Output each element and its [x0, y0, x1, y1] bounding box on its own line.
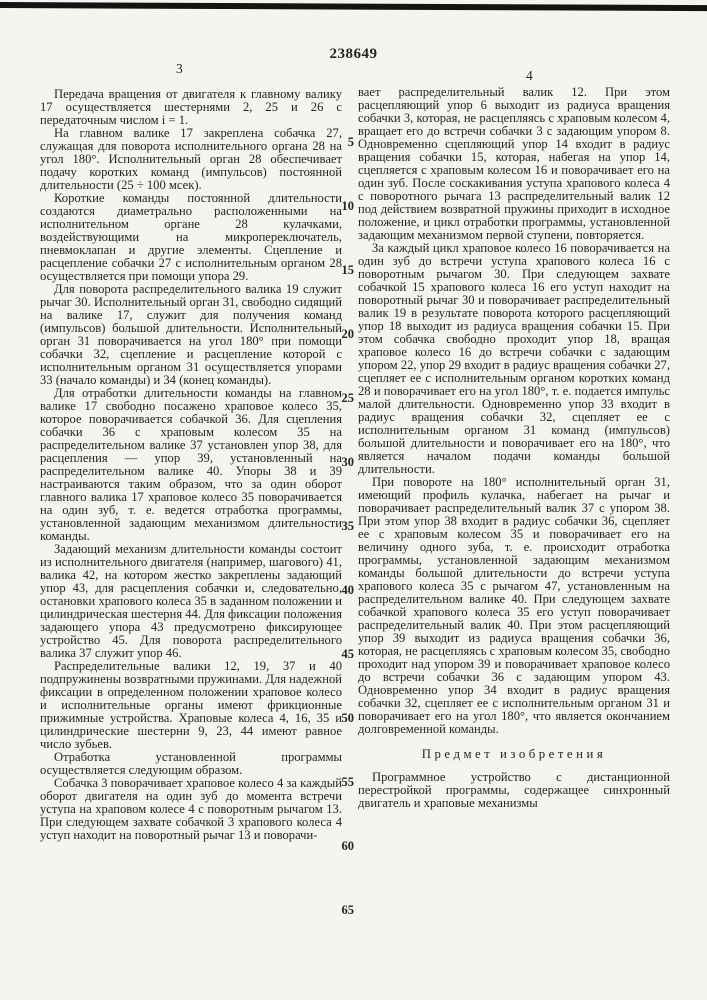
line-number: 50: [341, 711, 354, 725]
paragraph: Передача вращения от двигателя к главному валику 17 осуществляется шестернями 2, 25 и 26 с передаточным числом i = 1.: [40, 87, 342, 127]
paragraph: Распределительные валики 12, 19, 37 и 40 подпружинены возвратными пружинами. Для надежной фиксации в определенном положении храповое колесо и исполнительные органы имеют фрикционные прижимные устройства. Храповые колеса 4, 16, 35 и цилиндрические шестерни 9, 23, 44 имеют равное число зубьев.: [40, 659, 342, 751]
claim-paragraph: Программное устройство с дистанционной перестройкой программы, содержащее синхронный двигатель и храповые механизмы: [358, 770, 670, 810]
paragraph: Для отработки длительности команды на главном валике 17 свободно посажено храповое колесо 35, которое поворачивается собачкой 36. Для сцепления собачки 36 с храповым колесом 35 на распределительном валике 37 установлен упор 38, для расцепления — упор 39, установленный на распределительном валике 40. Упоры 38 и 39 настраиваются таким образом, что за один оборот главного валика 17 храповое колесо 35 поворачивается на один зуб, т. е. ведется отработка программы, установленной задающим механизмом длительности команды.: [40, 386, 342, 543]
line-number: 10: [341, 199, 354, 213]
line-number: 45: [341, 647, 354, 661]
line-number: 55: [341, 775, 354, 789]
page-number-right: 4: [526, 68, 533, 83]
patent-number: 238649: [329, 46, 378, 62]
paragraph: Отработка установленной программы осуществляется следующим образом.: [40, 750, 342, 777]
line-number: 30: [341, 455, 354, 469]
line-number: 65: [341, 903, 354, 917]
section-heading: Предмет изобретения: [421, 747, 607, 761]
paragraph: Для поворота распределительного валика 19 служит рычаг 30. Исполнительный орган 31, свободно сидящий на валике 17, служит для получения команд (импульсов) большой длительности. Исполнительный орган 31 поворачивается на угол 180° при помощи собачки 32, сцепление и расцепление которой с исполнительным органом 31 осуществляется упорами 33 (начало команды) и 34 (конец команды).: [40, 282, 342, 387]
paragraph: При повороте на 180° исполнительный орган 31, имеющий профиль кулачка, набегает на рычаг и поворачивает распределительный валик 37 с упором 38. При этом упор 38 входит в радиус собачки 36, сцепляет ее с храповым колесом 35 и поворачивает его на величину одного зуба, т. е. происходит отработка программы, установленной задающим механизмом команды большой длительности до встречи уступа храпового колеса 35 с рычагом 47, установленным на распределительном валике 40. При следующем захвате собачкой храпового колеса 35 его уступ поворачивает распределительный валик 40. При этом расцепляющий упор 39 выходит из радиуса вращения собачки 36, которая, не расцепляясь с храповым колесом 35, свободно проходит над упором 39 и поворачивает храповое колесо до встречи собачки 36 с задающим упором 43. Одновременно упор 34 входит в радиус вращения собачки 32, сцепляет ее с исполнительным органом 31 и поворачивает его на угол 180°, что является окончанием долговременной команды.: [358, 475, 670, 736]
paragraph: Собачка 3 поворачивает храповое колесо 4 за каждый оборот двигателя на один зуб до момента встречи уступа на храповом колесе 4 с поворотным рычагом 13. При следующем захвате собачкой 3 храпового колеса 4 уступ находит на поворотный рычаг 13 и поворачи-: [40, 776, 342, 842]
paragraph: За каждый цикл храповое колесо 16 поворачивается на один зуб до встречи уступа храпового колеса 16 с поворотным рычагом 30. При следующем захвате собачкой 15 храпового колеса 16 его уступ находит на поворотный рычаг 30 и поворачивает распределительный валик 19 в результате поворота которого расцепляющий упор 18 выходит из радиуса вращения собачки 15. При этом собачка свободно проходит упор 18, вращая храповое колесо 16 до встречи собачки с задающим упором 22, упор 29 входит в радиус вращения собачки 27, сцепляет ее с исполнительным органом коротких команд 28 и поворачивает его на угол 180°, т. е. подается импульс малой длительности. Одновременно упор 33 входит в радиус вращения собачки 32, сцепляет ее с исполнительным органом 31 команд (импульсов) большой длительности и поворачивает его на 180°, что является началом подачи команды большой длительности.: [358, 241, 670, 476]
line-number: 5: [347, 135, 354, 149]
page-number-left: 3: [176, 61, 183, 76]
paragraph: Короткие команды постоянной длительности создаются диаметрально расположенными на исполнительном органе 28 кулачками, воздействующими на микропереключатель, пневмоклапан и другие элементы. Сцепление и расцепление собачки 27 с исполнительным органом 28 осуществляется при помощи упора 29.: [40, 191, 342, 283]
line-number: 35: [341, 519, 354, 533]
line-number: 20: [341, 327, 354, 341]
paragraph: На главном валике 17 закреплена собачка 27, служащая для поворота исполнительного органа 28 на угол 180°. Исполнительный орган 28 обеспечивает подачу коротких команд (импульсов) постоянной длительности (25 ÷ 100 мсек).: [40, 126, 342, 192]
line-number: 40: [341, 583, 354, 597]
right-column: [358, 86, 670, 810]
paragraph: вает распределительный валик 12. При этом расцепляющий упор 6 выходит из радиуса вращения собачки 3, которая, не расцепляясь с храповым колесом 4, вращает его до встречи собачки 3 с задающим упором 8. Одновременно сцепляющий упор 14 входит в радиус вращения собачки 15, которая, набегая на упор 14, сцепляется с храповым колесом 16 и поворачивает его на один зуб. После соскакивания уступа храпового колеса 4 с поворотного рычага 13 распределительный валик 12 под действием возвратной пружины приходит в исходное положение, и цикл отработки программы, установленной задающим механизмом первой ступени, повторяется.: [358, 85, 670, 242]
line-number: 60: [341, 839, 354, 853]
line-number: 15: [341, 263, 354, 277]
line-number: 25: [341, 391, 354, 405]
paragraph: Задающий механизм длительности команды состоит из исполнительного двигателя (например, шагового) 41, валика 42, на котором жестко закреплены задающий упор 43, для расцепления собачки и, следовательно, остановки храпового колеса 35 в заданном положении и цилиндрическая шестерня 44. Для фиксации положения задающего упора 43 предусмотрено фиксирующее устройство 45. Для поворота распределительного валика 37 служит упор 46.: [40, 542, 342, 660]
left-column: [40, 88, 342, 842]
